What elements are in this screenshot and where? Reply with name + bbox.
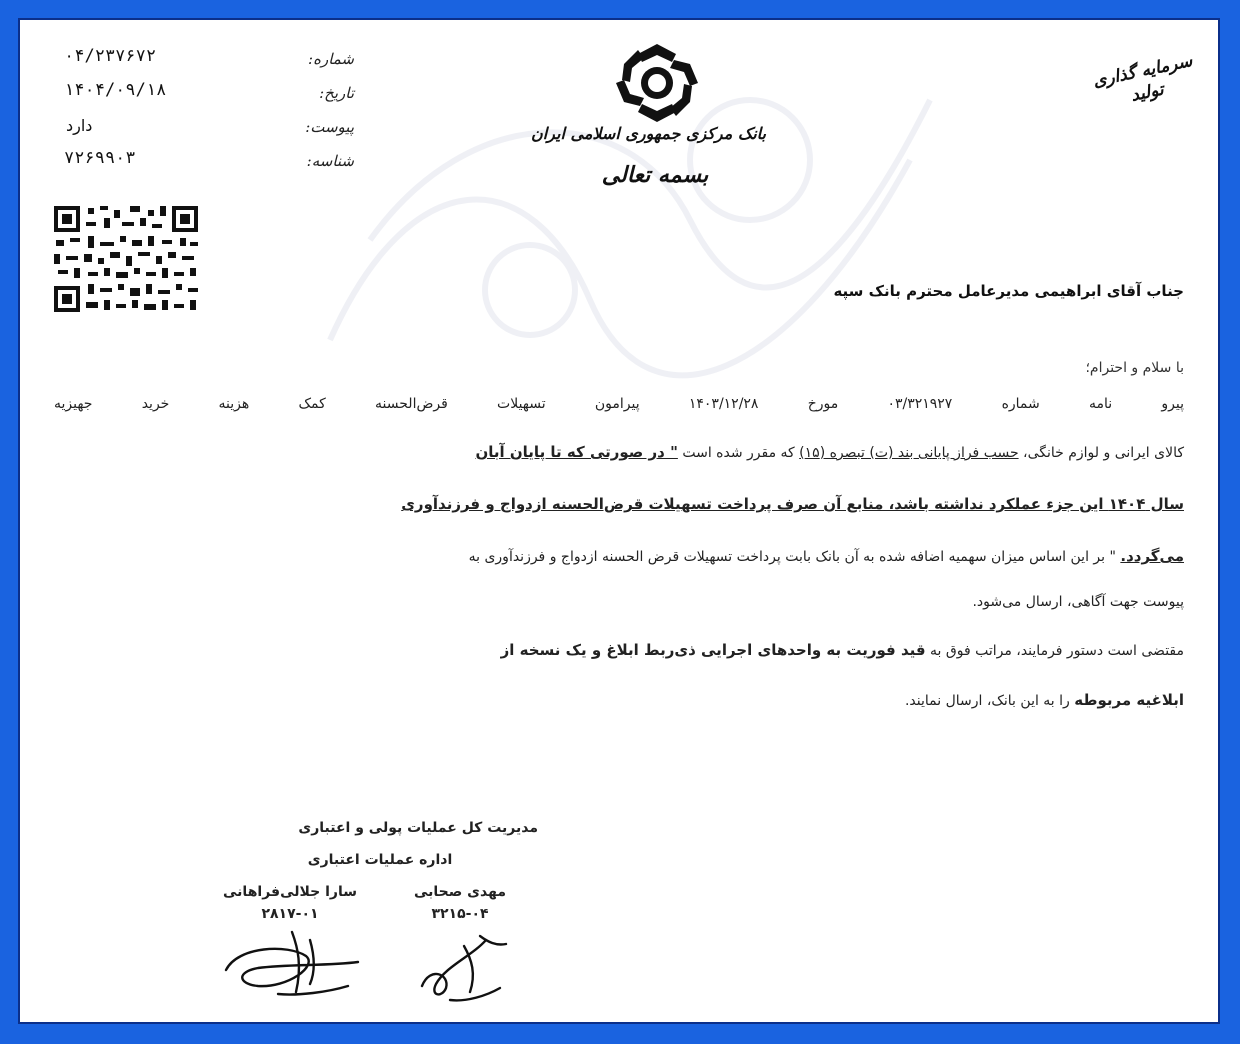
slogan-logo bbox=[1090, 50, 1200, 120]
paragraph2-line2 bbox=[54, 690, 1184, 711]
letter-date-label: تاریخ: bbox=[319, 84, 354, 102]
bank-emblem-icon bbox=[614, 42, 700, 124]
p2-line2-part-b: را به این بانک، ارسال نمایند. bbox=[904, 693, 1075, 709]
paragraph1-line1: پیرو نامه شماره ۰۳/۳۲۱۹۲۷ مورخ ۱۴۰۳/۱۲/۲۸ پیرامون تسهیلات قرض‌الحسنه کمک هزینه خرید جهیزیه bbox=[54, 396, 1184, 412]
slogan-text: سرمایه گذاری تولید bbox=[1091, 50, 1195, 106]
signer2-code: ۲۸۱۷-۰۱ bbox=[261, 906, 319, 922]
signer1-name: مهدی صحابی bbox=[414, 884, 506, 900]
paragraph1-line4 bbox=[54, 546, 1184, 567]
p2-line2-part-a: ابلاغیه مربوطه bbox=[1074, 691, 1184, 709]
signer2-name: سارا جلالی‌فراهانی bbox=[223, 884, 357, 900]
p1-line2-part-c: که مقرر شده است bbox=[677, 445, 800, 461]
recipient-line: جناب آقای ابراهیمی مدیرعامل محترم بانک سپه bbox=[833, 282, 1184, 300]
paragraph1-line5: پیوست جهت آگاهی، ارسال می‌شود. bbox=[972, 594, 1184, 610]
paragraph1-line3: سال ۱۴۰۴ این جزء عملکرد نداشته باشد، منابع آن صرف پرداخت تسهیلات قرض‌الحسنه ازدواج و فرزندآوری bbox=[401, 495, 1184, 513]
qr-code-icon bbox=[52, 204, 200, 314]
sub-department-title: اداره عملیات اعتباری bbox=[307, 852, 453, 868]
signature-1-icon bbox=[416, 926, 512, 1006]
letter-id-label: شناسه: bbox=[306, 152, 354, 170]
p2-line1-part-b: قید فوریت به واحدهای اجرایی ذی‌ربط ابلاغ و یک نسخه از bbox=[500, 641, 926, 659]
bank-name: بانک مرکزی جمهوری اسلامی ایران bbox=[530, 124, 766, 143]
greeting: با سلام و احترام؛ bbox=[1085, 360, 1184, 376]
letter-page bbox=[18, 18, 1220, 1024]
letter-number-value: ۰۴/۲۳۷۶۷۲ bbox=[64, 46, 157, 66]
attachment-label: پیوست: bbox=[305, 118, 354, 136]
department-title: مدیریت کل عملیات پولی و اعتباری bbox=[298, 820, 538, 836]
bank-motto: بسمه تعالی bbox=[601, 162, 709, 188]
p1-line4-part-a: می‌گردد. bbox=[1120, 547, 1184, 565]
paragraph1-line2 bbox=[54, 442, 1184, 463]
letter-date-value: ۱۴۰۴/۰۹/۱۸ bbox=[64, 80, 167, 100]
signature-2-icon bbox=[218, 926, 368, 1006]
p1-line2-part-b: حسب فراز پایانی بند (ت) تبصره (۱۵) bbox=[799, 445, 1019, 461]
signer1-code: ۳۲۱۵-۰۴ bbox=[431, 906, 489, 922]
letter-id-value: ۷۲۶۹۹۰۳ bbox=[64, 148, 136, 168]
p1-line2-part-a: کالای ایرانی و لوازم خانگی، bbox=[1018, 445, 1184, 461]
p2-line1-part-a: مقتضی است دستور فرمایند، مراتب فوق به bbox=[925, 643, 1184, 659]
attachment-value: دارد bbox=[66, 116, 93, 135]
paragraph2-line1 bbox=[54, 640, 1184, 661]
letter-number-label: شماره: bbox=[308, 50, 354, 68]
p1-line4-part-b: " بر این اساس میزان سهمیه اضافه شده به آن بانک بابت پرداخت تسهیلات قرض الحسنه ازدواج و فرزندآوری به bbox=[468, 549, 1121, 565]
p1-line2-part-d: " در صورتی که تا پایان آبان bbox=[475, 443, 678, 461]
